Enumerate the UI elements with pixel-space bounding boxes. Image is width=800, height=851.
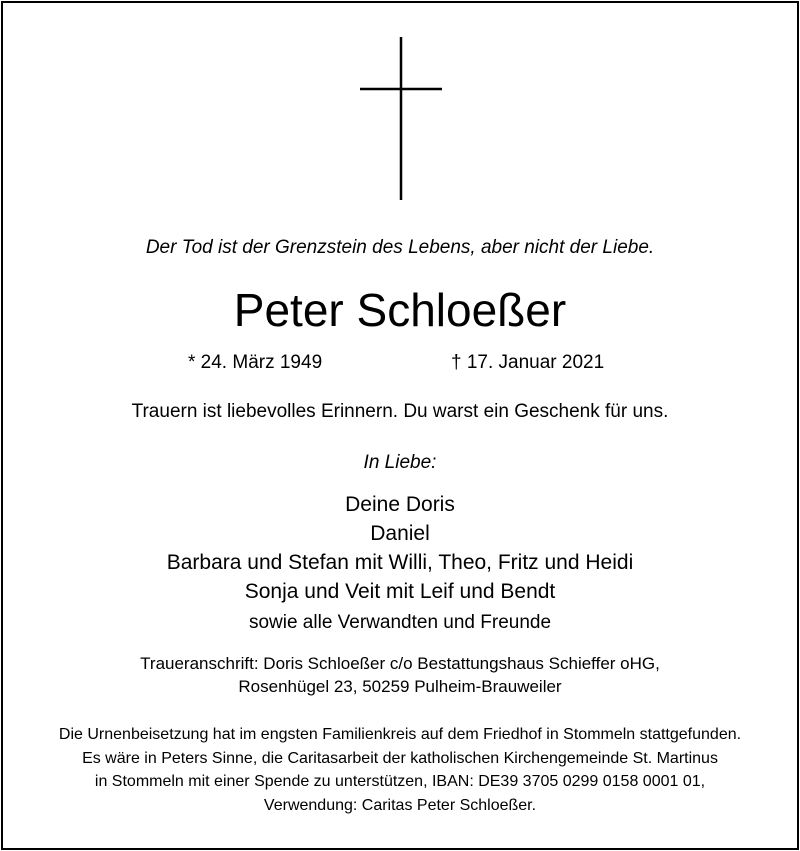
mourner-line: Daniel <box>370 522 430 545</box>
mourner-line: Deine Doris <box>345 493 455 516</box>
notice-line: Die Urnenbeisetzung hat im engsten Familienkreis auf dem Friedhof in Stommeln stattgefunden. <box>58 726 742 743</box>
deceased-name: Peter Schloeßer <box>233 284 567 336</box>
death-date: † 17. Januar 2021 <box>451 352 605 373</box>
notice-line: in Stommeln mit einer Spende zu unterstützen, IBAN: DE39 3705 0299 0158 0001 01, <box>94 773 706 790</box>
address-line: Traueranschrift: Doris Schloeßer c/o Bestattungshaus Schieffer oHG, <box>140 654 660 673</box>
address-line: Rosenhügel 23, 50259 Pulheim-Brauweiler <box>238 677 562 696</box>
mourners-list <box>0 490 800 637</box>
notice-line: Verwendung: Caritas Peter Schloeßer. <box>263 796 537 814</box>
mourning-address <box>0 652 800 698</box>
burial-notice <box>0 723 800 817</box>
memorial-quote: Trauern ist liebevolles Erinnern. Du warst ein Geschenk für uns. <box>131 401 669 422</box>
mourner-line: Barbara und Stefan mit Willi, Theo, Fritz und Heidi <box>166 551 634 574</box>
in-love-heading: In Liebe: <box>363 452 437 473</box>
cross-icon <box>0 0 800 210</box>
motto: Der Tod ist der Grenzstein des Lebens, aber nicht der Liebe. <box>145 237 655 258</box>
mourner-line: Sonja und Veit mit Leif und Bendt <box>244 580 556 603</box>
notice-line: Es wäre in Peters Sinne, die Caritasarbeit der katholischen Kirchengemeinde St. Martinus <box>82 749 718 767</box>
birth-date: * 24. März 1949 <box>188 352 323 373</box>
mourner-line: sowie alle Verwandten und Freunde <box>248 612 552 633</box>
